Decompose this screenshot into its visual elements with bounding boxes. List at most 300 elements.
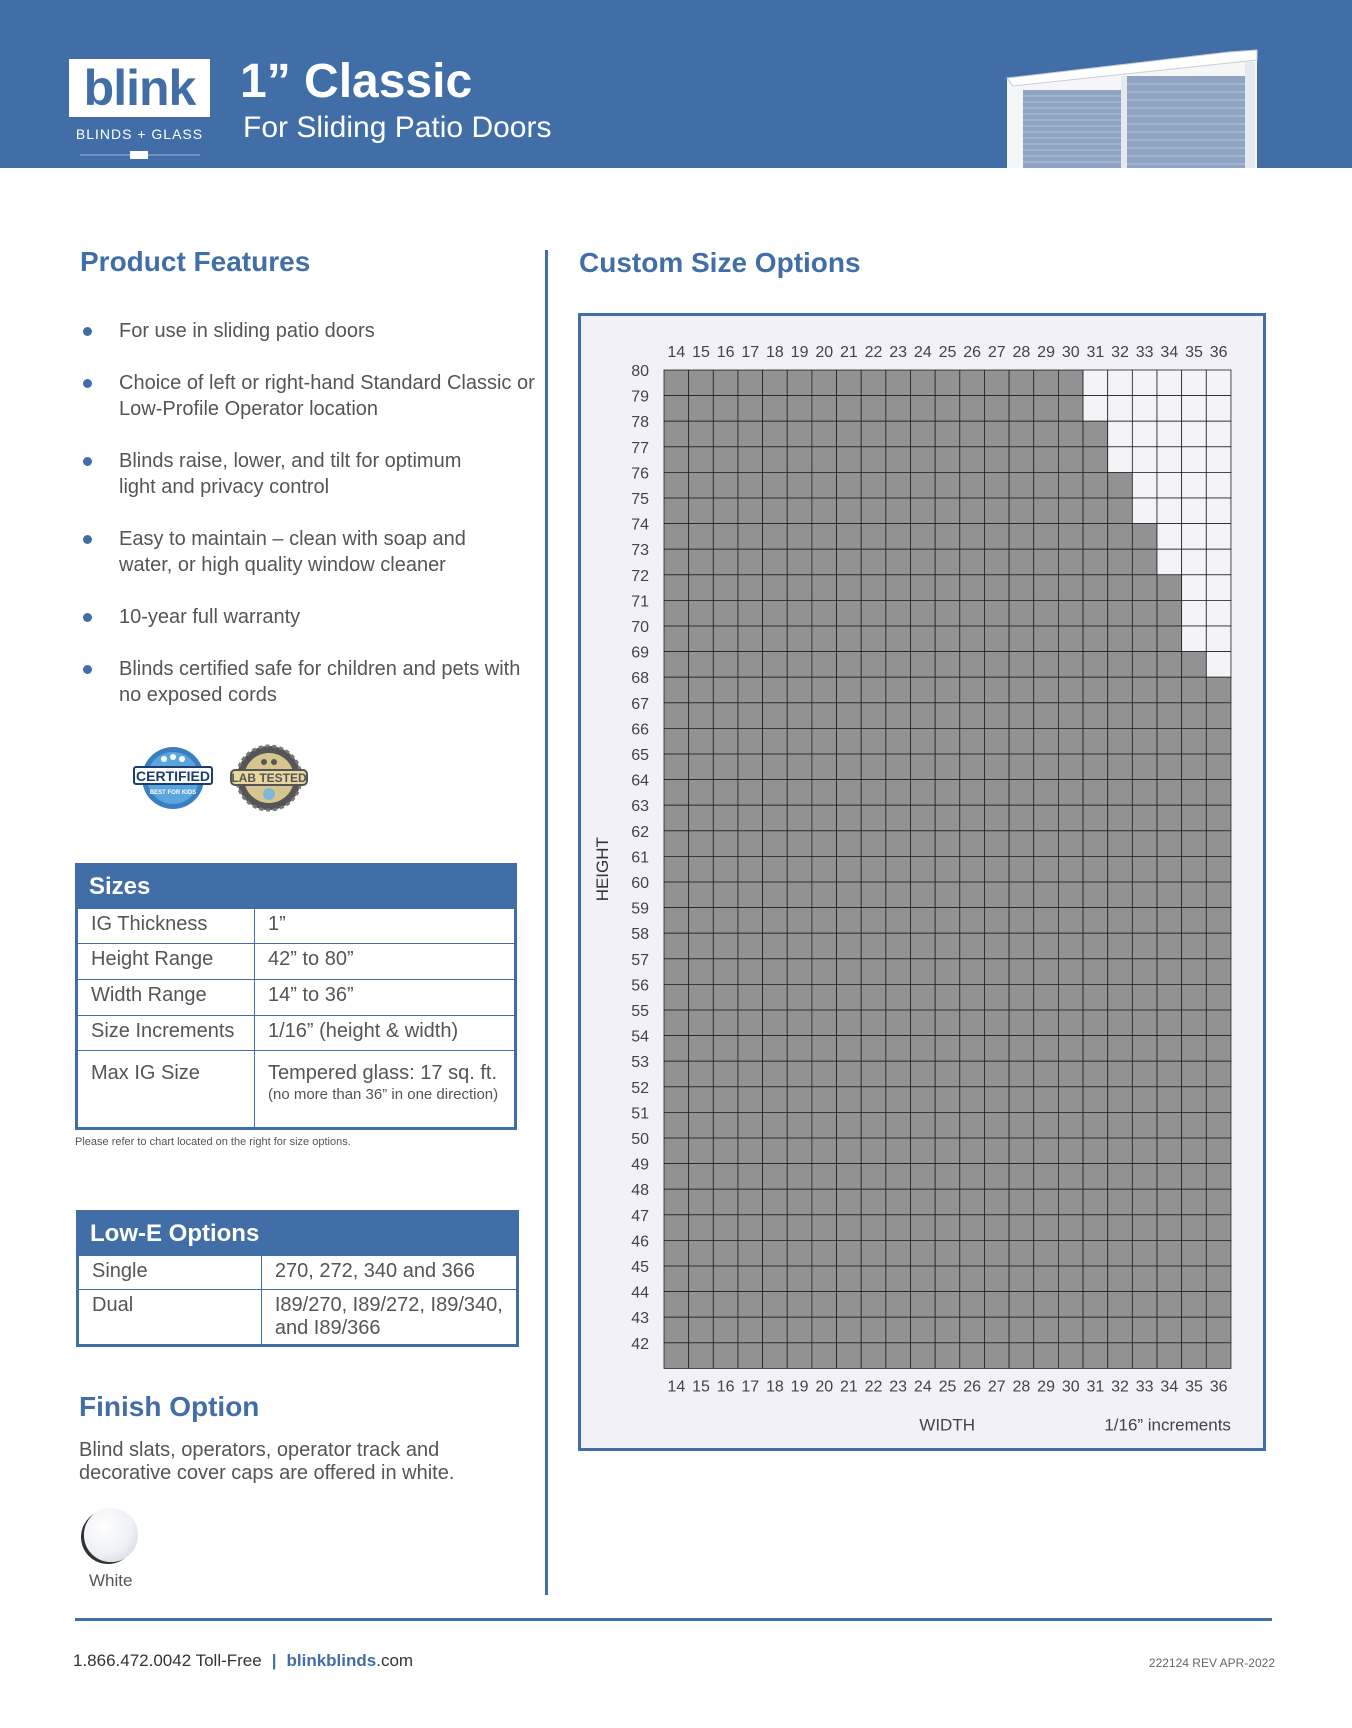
size-cell-available	[713, 421, 738, 447]
size-cell-available	[812, 1061, 837, 1087]
y-tick-label: 79	[631, 388, 649, 406]
size-cell-available	[984, 754, 1009, 780]
size-cell-available	[1009, 1087, 1034, 1113]
size-cell-available	[1108, 626, 1133, 652]
size-cell-available	[1182, 1138, 1207, 1164]
size-cell-available	[664, 600, 689, 626]
size-cell-available	[812, 677, 837, 703]
size-cell-available	[1034, 447, 1059, 473]
size-cell-available	[812, 933, 837, 959]
footer-separator: |	[271, 1651, 277, 1670]
size-cell-available	[763, 549, 788, 575]
size-cell-available	[1009, 780, 1034, 806]
table-row	[77, 1051, 516, 1129]
size-cell-available	[1083, 524, 1108, 550]
size-cell-available	[713, 728, 738, 754]
size-cell-available	[1108, 652, 1133, 678]
brand-logo[interactable]	[69, 59, 210, 117]
y-tick-label: 73	[631, 542, 649, 560]
size-cell-available	[911, 1010, 936, 1036]
size-cell-available	[1058, 703, 1083, 729]
size-cell-available	[689, 1087, 714, 1113]
size-cell-available	[984, 1343, 1009, 1369]
size-cell-available	[812, 421, 837, 447]
size-cell-available	[1108, 1266, 1133, 1292]
size-cell-available	[935, 856, 960, 882]
size-cell-available	[1009, 1010, 1034, 1036]
size-cell-available	[1157, 677, 1182, 703]
size-cell-available	[664, 1215, 689, 1241]
size-cell-available	[689, 524, 714, 550]
size-cell-available	[1132, 1138, 1157, 1164]
size-cell-available	[1009, 652, 1034, 678]
size-cell-unavailable	[1182, 370, 1207, 396]
size-cell-available	[664, 1240, 689, 1266]
size-cell-available	[861, 728, 886, 754]
size-cell-available	[960, 396, 985, 422]
size-cell-available	[1058, 652, 1083, 678]
size-cell-available	[1157, 908, 1182, 934]
size-cell-available	[861, 805, 886, 831]
size-label: Size Increments	[77, 1016, 255, 1051]
size-cell-available	[935, 396, 960, 422]
size-cell-available	[812, 1010, 837, 1036]
lab-tested-badge-icon	[228, 744, 310, 812]
size-cell-available	[1034, 1010, 1059, 1036]
size-cell-available	[738, 856, 763, 882]
size-cell-available	[984, 1266, 1009, 1292]
size-cell-available	[812, 396, 837, 422]
size-cell-available	[861, 1292, 886, 1318]
size-cell-available	[1182, 1061, 1207, 1087]
size-cell-available	[1132, 1087, 1157, 1113]
size-cell-available	[1182, 652, 1207, 678]
size-cell-available	[1206, 1215, 1231, 1241]
size-cell-available	[935, 1343, 960, 1369]
size-cell-unavailable	[1182, 524, 1207, 550]
size-cell-available	[837, 882, 862, 908]
size-cell-available	[1182, 908, 1207, 934]
size-cell-available	[837, 652, 862, 678]
size-cell-available	[935, 1087, 960, 1113]
size-cell-available	[886, 1061, 911, 1087]
size-cell-available	[1058, 831, 1083, 857]
size-cell-available	[1206, 1087, 1231, 1113]
size-cell-available	[1034, 626, 1059, 652]
size-cell-available	[960, 1317, 985, 1343]
size-cell-available	[664, 1266, 689, 1292]
size-cell-available	[812, 1266, 837, 1292]
x-tick-label-bottom: 33	[1135, 1378, 1154, 1396]
x-tick-label-top: 34	[1160, 344, 1179, 361]
size-cell-available	[837, 754, 862, 780]
size-cell-unavailable	[1157, 396, 1182, 422]
size-cell-available	[1034, 600, 1059, 626]
phone-number[interactable]: 1.866.472.0042 Toll-Free	[73, 1651, 262, 1670]
size-cell-available	[984, 524, 1009, 550]
size-cell-available	[787, 1343, 812, 1369]
size-cell-available	[861, 652, 886, 678]
size-cell-available	[812, 754, 837, 780]
size-cell-available	[1132, 652, 1157, 678]
size-cell-available	[1108, 882, 1133, 908]
size-cell-available	[738, 396, 763, 422]
size-cell-available	[960, 421, 985, 447]
size-cell-available	[738, 524, 763, 550]
size-cell-available	[713, 549, 738, 575]
sizes-footnote: Please refer to chart located on the right for size options.	[75, 1136, 351, 1148]
size-cell-available	[664, 780, 689, 806]
size-cell-available	[1009, 396, 1034, 422]
size-cell-available	[935, 1292, 960, 1318]
size-cell-available	[861, 1138, 886, 1164]
size-cell-available	[763, 626, 788, 652]
size-cell-available	[960, 626, 985, 652]
size-cell-available	[1083, 1138, 1108, 1164]
size-cell-available	[911, 882, 936, 908]
size-cell-available	[689, 1343, 714, 1369]
size-cell-available	[911, 856, 936, 882]
size-cell-available	[1132, 754, 1157, 780]
size-cell-available	[1157, 831, 1182, 857]
size-cell-available	[787, 831, 812, 857]
size-cell-available	[935, 1010, 960, 1036]
size-cell-available	[713, 575, 738, 601]
size-cell-available	[763, 1087, 788, 1113]
size-cell-available	[1058, 805, 1083, 831]
size-cell-available	[689, 472, 714, 498]
size-cell-available	[837, 1317, 862, 1343]
size-cell-available	[1157, 754, 1182, 780]
size-cell-available	[1157, 805, 1182, 831]
x-tick-label-bottom: 27	[987, 1378, 1006, 1396]
size-cell-available	[1058, 370, 1083, 396]
size-cell-available	[984, 1061, 1009, 1087]
table-row	[77, 944, 516, 980]
size-cell-available	[1108, 703, 1133, 729]
size-cell-available	[886, 447, 911, 473]
size-cell-available	[1009, 1164, 1034, 1190]
size-cell-available	[689, 1138, 714, 1164]
size-cell-available	[984, 882, 1009, 908]
size-cell-available	[1157, 600, 1182, 626]
size-cell-available	[738, 626, 763, 652]
size-cell-available	[984, 626, 1009, 652]
brand-wordmark: blink	[83, 60, 196, 116]
size-cell-available	[1034, 549, 1059, 575]
size-cell-available	[984, 447, 1009, 473]
x-tick-label-top: 19	[790, 344, 809, 361]
x-tick-label-bottom: 18	[766, 1378, 784, 1396]
size-cell-available	[911, 370, 936, 396]
y-tick-label: 51	[631, 1105, 649, 1123]
size-cell-available	[886, 805, 911, 831]
list-item: 10-year full warranty	[80, 604, 540, 630]
size-cell-available	[886, 1189, 911, 1215]
size-cell-available	[1206, 908, 1231, 934]
size-cell-available	[837, 1061, 862, 1087]
size-cell-available	[935, 1036, 960, 1062]
size-cell-available	[713, 1061, 738, 1087]
size-cell-available	[1132, 549, 1157, 575]
size-cell-available	[1157, 856, 1182, 882]
size-cell-available	[1206, 1061, 1231, 1087]
size-cell-available	[886, 677, 911, 703]
brand-rule-icon	[80, 150, 200, 160]
size-cell-unavailable	[1206, 421, 1231, 447]
y-tick-label: 80	[631, 363, 649, 380]
size-cell-available	[886, 421, 911, 447]
size-cell-available	[1182, 1215, 1207, 1241]
size-cell-available	[984, 908, 1009, 934]
size-cell-available	[960, 370, 985, 396]
size-cell-unavailable	[1108, 370, 1133, 396]
size-cell-available	[738, 984, 763, 1010]
list-item: Easy to maintain – clean with soap and water, or high quality window cleaner	[80, 526, 519, 578]
size-cell-available	[664, 908, 689, 934]
size-cell-available	[911, 908, 936, 934]
features-title: Product Features	[80, 246, 311, 277]
size-cell-available	[861, 933, 886, 959]
size-cell-available	[837, 626, 862, 652]
size-cell-available	[1132, 1343, 1157, 1369]
x-tick-label-top: 26	[963, 344, 982, 361]
size-cell-available	[935, 984, 960, 1010]
size-cell-unavailable	[1157, 447, 1182, 473]
size-cell-available	[1083, 1266, 1108, 1292]
size-cell-available	[1058, 626, 1083, 652]
size-cell-available	[1009, 549, 1034, 575]
size-cell-available	[763, 1036, 788, 1062]
x-tick-label-bottom: 30	[1061, 1378, 1080, 1396]
size-cell-available	[861, 984, 886, 1010]
size-cell-available	[787, 421, 812, 447]
size-cell-available	[984, 984, 1009, 1010]
size-cell-available	[1058, 396, 1083, 422]
size-cell-available	[1108, 677, 1133, 703]
size-cell-available	[935, 472, 960, 498]
size-cell-available	[911, 1036, 936, 1062]
size-cell-available	[886, 882, 911, 908]
size-cell-available	[1009, 1240, 1034, 1266]
size-cell-available	[689, 1164, 714, 1190]
size-cell-available	[1132, 1112, 1157, 1138]
size-cell-available	[738, 1112, 763, 1138]
size-cell-available	[713, 447, 738, 473]
size-cell-unavailable	[1182, 575, 1207, 601]
size-cell-available	[1034, 856, 1059, 882]
size-cell-available	[1206, 1138, 1231, 1164]
size-cell-available	[1034, 575, 1059, 601]
size-cell-available	[886, 549, 911, 575]
size-cell-available	[960, 780, 985, 806]
size-cell-available	[812, 1292, 837, 1318]
size-cell-available	[1009, 805, 1034, 831]
size-cell-available	[911, 1087, 936, 1113]
x-tick-label-top: 20	[815, 344, 834, 361]
size-cell-available	[787, 882, 812, 908]
size-cell-available	[1034, 805, 1059, 831]
size-cell-available	[738, 933, 763, 959]
size-cell-available	[1009, 677, 1034, 703]
size-cell-available	[1182, 1240, 1207, 1266]
size-cell-available	[1108, 1317, 1133, 1343]
size-cell-available	[1132, 677, 1157, 703]
size-cell-available	[1083, 984, 1108, 1010]
size-cell-available	[664, 1292, 689, 1318]
size-cell-available	[886, 1036, 911, 1062]
size-cell-available	[886, 600, 911, 626]
x-tick-label-bottom: 29	[1037, 1378, 1055, 1396]
size-cell-available	[861, 1036, 886, 1062]
x-tick-label-bottom: 17	[741, 1378, 760, 1396]
size-cell-available	[713, 1164, 738, 1190]
size-cell-available	[861, 703, 886, 729]
y-axis-title: HEIGHT	[593, 837, 612, 902]
size-cell-available	[1108, 1087, 1133, 1113]
size-cell-available	[1083, 882, 1108, 908]
size-cell-available	[1034, 421, 1059, 447]
x-tick-label-bottom: 14	[667, 1378, 686, 1396]
size-cell-available	[1034, 1112, 1059, 1138]
size-cell-available	[1009, 959, 1034, 985]
size-cell-available	[1206, 959, 1231, 985]
size-cell-available	[911, 959, 936, 985]
size-cell-available	[689, 549, 714, 575]
y-tick-label: 71	[631, 593, 649, 611]
size-cell-available	[1009, 1036, 1034, 1062]
size-cell-available	[935, 600, 960, 626]
size-cell-available	[1009, 908, 1034, 934]
size-cell-available	[935, 933, 960, 959]
x-tick-label-top: 16	[716, 344, 735, 361]
y-tick-label: 66	[631, 721, 649, 739]
size-cell-unavailable	[1157, 498, 1182, 524]
size-cell-available	[837, 703, 862, 729]
size-cell-unavailable	[1132, 396, 1157, 422]
size-cell-available	[1132, 703, 1157, 729]
size-cell-available	[861, 447, 886, 473]
size-chart	[578, 313, 1266, 1451]
size-cell-available	[1034, 780, 1059, 806]
size-cell-available	[664, 1087, 689, 1113]
size-cell-available	[689, 1317, 714, 1343]
size-cell-available	[738, 447, 763, 473]
size-cell-available	[984, 933, 1009, 959]
size-cell-unavailable	[1182, 421, 1207, 447]
size-cell-available	[984, 703, 1009, 729]
size-cell-available	[738, 1343, 763, 1369]
size-cell-available	[689, 1215, 714, 1241]
size-cell-available	[738, 1189, 763, 1215]
size-cell-available	[886, 652, 911, 678]
size-cell-available	[984, 421, 1009, 447]
website-link[interactable]: blinkblinds.com	[286, 1651, 414, 1670]
size-cell-available	[1206, 677, 1231, 703]
x-tick-label-bottom: 26	[963, 1378, 982, 1396]
size-cell-available	[689, 1266, 714, 1292]
size-cell-available	[960, 1138, 985, 1164]
size-cell-available	[1083, 626, 1108, 652]
size-cell-available	[1132, 1317, 1157, 1343]
size-cell-available	[1182, 882, 1207, 908]
size-cell-available	[713, 959, 738, 985]
size-cell-available	[738, 652, 763, 678]
size-cell-available	[1132, 1215, 1157, 1241]
size-cell-available	[1058, 524, 1083, 550]
size-label: Max IG Size	[77, 1051, 255, 1129]
y-tick-label: 47	[631, 1207, 649, 1225]
size-cell-available	[812, 1138, 837, 1164]
y-tick-label: 63	[631, 798, 649, 816]
y-tick-label: 42	[631, 1335, 649, 1353]
size-cell-available	[1083, 652, 1108, 678]
size-cell-available	[1182, 703, 1207, 729]
size-cell-available	[1157, 728, 1182, 754]
size-cell-available	[689, 1061, 714, 1087]
size-cell-available	[1182, 1164, 1207, 1190]
size-cell-available	[738, 1061, 763, 1087]
size-cell-available	[763, 933, 788, 959]
size-cell-available	[812, 498, 837, 524]
size-cell-available	[1058, 908, 1083, 934]
size-cell-available	[935, 908, 960, 934]
size-cell-available	[812, 1036, 837, 1062]
x-axis-title: WIDTH	[919, 1415, 976, 1435]
size-cell-available	[1083, 1087, 1108, 1113]
size-cell-available	[861, 1317, 886, 1343]
size-cell-available	[689, 1112, 714, 1138]
size-cell-available	[1083, 780, 1108, 806]
size-cell-available	[911, 703, 936, 729]
size-cell-available	[1058, 959, 1083, 985]
size-cell-available	[1009, 575, 1034, 601]
size-cell-available	[911, 1266, 936, 1292]
finish-title: Finish Option	[79, 1391, 260, 1422]
size-cell-available	[1108, 1061, 1133, 1087]
size-cell-available	[1108, 1036, 1133, 1062]
size-cell-available	[886, 1343, 911, 1369]
size-cell-available	[837, 856, 862, 882]
y-tick-label: 69	[631, 644, 649, 662]
size-cell-available	[960, 831, 985, 857]
size-cell-available	[1157, 1036, 1182, 1062]
size-cell-available	[1157, 959, 1182, 985]
size-cell-available	[1157, 1087, 1182, 1113]
size-cell-available	[837, 1343, 862, 1369]
footer-divider	[75, 1618, 1272, 1621]
size-cell-available	[984, 1215, 1009, 1241]
size-cell-available	[911, 831, 936, 857]
size-cell-available	[1108, 780, 1133, 806]
size-cell-available	[1034, 1061, 1059, 1087]
size-cell-available	[960, 1343, 985, 1369]
list-item: Blinds certified safe for children and pets with no exposed cords	[80, 656, 529, 708]
size-cell-available	[713, 1215, 738, 1241]
size-cell-available	[837, 498, 862, 524]
size-cell-available	[1157, 1317, 1182, 1343]
size-cell-available	[738, 728, 763, 754]
x-tick-label-top: 28	[1012, 344, 1031, 361]
y-tick-label: 76	[631, 465, 649, 483]
size-cell-available	[935, 370, 960, 396]
size-cell-available	[1034, 703, 1059, 729]
size-cell-available	[861, 908, 886, 934]
white-swatch[interactable]	[84, 1508, 138, 1562]
size-cell-available	[1182, 1189, 1207, 1215]
svg-text:CERTIFIED: CERTIFIED	[136, 768, 210, 784]
y-tick-label: 60	[631, 875, 649, 892]
